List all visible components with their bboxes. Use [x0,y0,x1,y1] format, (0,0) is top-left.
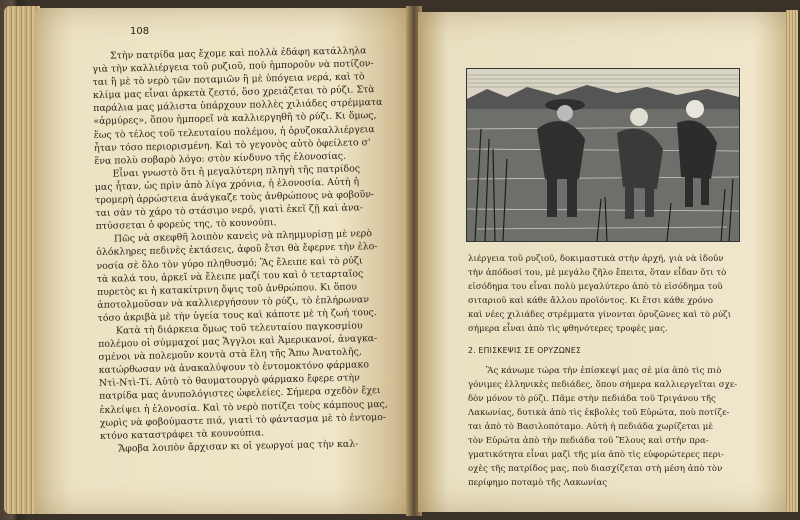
text-line: Στὴν πατρίδα μας ἔχομε καὶ πολλὰ ἐδάφη κατάλληλα [110,45,367,62]
text-line: κτόνο καταστράφει τὰ κουνούπια. [99,427,265,442]
text-line: περίφημο ποταμὸ τῆς Λακωνίας [468,478,608,488]
text-line: σήμερα εἶναι ἀπὸ τὶς φθηνότερες τροφὲς μας. [468,324,668,334]
left-page-text [92,44,398,456]
text-line: ἕνα πολὺ σοβαρὸ λόγο: στὸν κίνδυνο τῆς ἑλονοσίας. [94,150,347,167]
text-line: τὰ καλά του, ἀρκεῖ νὰ ἔλειπε μαζί του καὶ ὁ τεταρταῖος [96,267,364,285]
text-line: τὸν Εὐρώτα ἀπὸ τὴν πεδιάδα τοῦ Ἕλους καὶ στὴν πρα- [468,436,709,446]
text-line: κατώρθωσαν νὰ ἀνακαλύψουν τὸ ἐντομοκτόνο φάρμακο [98,359,370,377]
text-line: ἐκλείψει ἡ ἑλονοσία. Καὶ τὸ νερὸ ποτίζει τοὺς κάμπους μας, [99,398,388,416]
text-line: τὴν ἀπόδοσί του, μὲ μεγάλο ζῆλο ἔπειτα, ὅταν εἶδαν ὅτι τὸ [468,268,727,278]
text-line: δὸν μόνον τὸ ρύζι. Πᾶμε στὴν πεδιάδα τοῦ Τριγάνου τῆς [468,394,716,404]
text-line: χωρὶς νὰ φοβούμαστε πιά, γιατὶ τὸ φάντασμα μὲ τὸ ἐντομο- [99,411,387,429]
text-line: πτύσσεται ὁ φορεύς της, τὸ κουνούπι. [95,217,277,233]
text-line: γματικότητα εἶναι μαζὶ τῆς μία ἀπὸ τὶς εὐφορώτερες περι- [468,450,725,460]
text-line: γιὰ τὴν καλλιέργεια τοῦ ρυζιοῦ, ποὺ ἡμποροῦν νὰ ποτίζον- [92,58,374,76]
text-line: «ἁρμύρες», ὅπου ἡμπορεῖ νὰ καλλιεργηθῆ τὸ ρύζι. Κι ὅμως, [93,110,377,128]
text-line: τρομερὴ ἀρρώστεια ἀνάγκαζε τοὺς ἀνθρώπους νὰ φοβοῦν- [95,189,375,206]
text-line: μας ἦταν, ὡς πρὶν ἀπὸ λίγα χρόνια, ἡ ἑλονοσία. Αὐτὴ ἡ [94,176,360,193]
section-heading: 2. ΕΠΙΣΚΕΨΙΣ ΣΕ ΟΡΥΖΩΝΕΣ [468,346,582,355]
text-line: ται ἀπὸ τὸ Βασιλοπόταμο. Αὐτὴ ἡ πεδιάδα χωρίζεται μὲ [468,422,713,432]
text-line: ἀποτολμοῦσαν νὰ καλλιεργήσουν τὸ ρύζι, τὸ ἐπλήρωναν [97,294,370,311]
page-edges-right [786,10,798,512]
text-line: ὁλόκληρες πεδινὲς ἐκτάσεις, ἀφοῦ ἔτσι θὰ ἔφερνε τὴν ἑλο- [96,241,378,259]
right-paragraph-section-2 [468,364,740,490]
text-line: ται ἢ μὲ τὸ νερὸ τῶν ποταμιῶν ἢ μὲ ὑπόγεια νερά, καὶ τὸ [92,71,365,89]
text-line: νοσία σὲ ὅλο τὸν γύρο πληθυσμό; Ἂς ἔλειπε καὶ τὸ ρύζι [96,254,363,272]
page-edges-left [4,6,40,514]
left-page [36,8,410,514]
text-line: σιταριοῦ καὶ κάθε ἄλλου προϊόντος. Κι ἔτσι κάθε χρόνο [468,296,714,306]
text-line: Ἄφοβα λοιπὸν ἄρχισαν κι οἱ γεωργοί μας τὴν καλ- [118,438,359,455]
text-line: γόνιμες ἑλληνικὲς πεδιάδες, ὅπου σήμερα καλλιεργεῖται σχε- [468,380,738,390]
right-page-text [468,252,740,490]
text-line: λιέργεια τοῦ ρυζιοῦ, δοκιμαστικὰ στὴν ἀρχή, γιὰ νὰ ἰδοῦν [468,254,724,264]
text-line: κλίμα μας εἶναι ἀρκετὰ ζεστό, ὅσο χρειάζεται τὸ ρύζι. Στὰ [92,84,375,102]
text-line: Λακωνίας, δυτικὰ ἀπὸ τὶς ἐκβολὲς τοῦ Εὐρώτα, ποὺ ποτίζε- [468,408,730,418]
text-line: σμένοι νὰ πολεμοῦν κοντὰ στὰ ἕλη τῆς Ἄπω Ἀνατολῆς, [98,346,362,364]
text-line: παράλια μας μάλιστα ὑπάρχουν πολλὲς χιλιάδες στρέμματα [93,97,383,115]
text-line: πολέμου οἱ σύμμαχοί μας Ἄγγλοι καὶ Ἀμερικανοί, ἀναγκα- [98,333,378,350]
text-line: εἰσόδημα του εἶναι πολὺ μεγαλύτερο ἀπὸ τὸ εἰσόδημα τοῦ [468,282,723,292]
text-line: ἦταν τόσο περιορισμένη. Καὶ τὸ γεγονὸς αὐτὸ ὀφείλετο σ' [93,136,371,154]
text-line: καὶ νέες χιλιάδες στρέμματα γίνονται ὀρυζῶνες καὶ τὸ ρύζι [468,310,732,320]
text-line: Κατὰ τὴ διάρκεια ὅμως τοῦ τελευταίου παγκοσμίου [115,320,363,337]
right-paragraph-continuation [468,252,740,336]
text-line: Ἂς κάνωμε τώρα τὴν ἐπίσκεψί μας σὲ μία ἀπὸ τὶς πιὸ [486,366,722,376]
rice-planting-illustration [466,68,740,242]
text-line: ται σὰν τὸ χάρο τὸ στάσιμο νερό, γιατὶ ἐκεῖ ζῇ καὶ ἀνα- [95,202,364,220]
text-line: πυρετὸς κι ἡ κατακίτρινη ὄψις τοῦ ἀνθρώπου. Κι ὅπου [96,281,357,298]
right-page [418,12,790,512]
text-line: τόσο ἀκριβὰ μὲ τὴν ὑγεία τους καὶ κάποτε μὲ τὴ ζωή τους. [97,306,377,324]
text-line: πατρίδα μας ἀνυπολόγιστες ὠφελείες. Σήμερα σχεδὸν ἔχει [99,385,381,403]
text-line: Ντὶ-Ντὶ-Τί. Αὐτὸ τὸ θαυματουργὸ φάρμακο ἔφερε στὴν [98,372,360,390]
text-line: Πῶς νὰ σκεφθῆ λοιπὸν κανεὶς νὰ πλημμυρίσῃ μὲ νερὸ [113,228,373,245]
text-line: ἕως τὸ τέλος τοῦ τελευταίου πολέμου, ἡ ὀρυζοκαλλιέργεια [93,123,375,141]
text-line: Εἶναι γνωστὸ ὅτι ἡ μεγαλύτερη πληγὴ τῆς πατρίδος [112,163,361,180]
text-line: οχὲς τῆς πατρίδος μας, ποὺ διασχίζεται στὴ μέση ἀπὸ τὸν [468,464,723,474]
page-number: 108 [130,26,150,37]
